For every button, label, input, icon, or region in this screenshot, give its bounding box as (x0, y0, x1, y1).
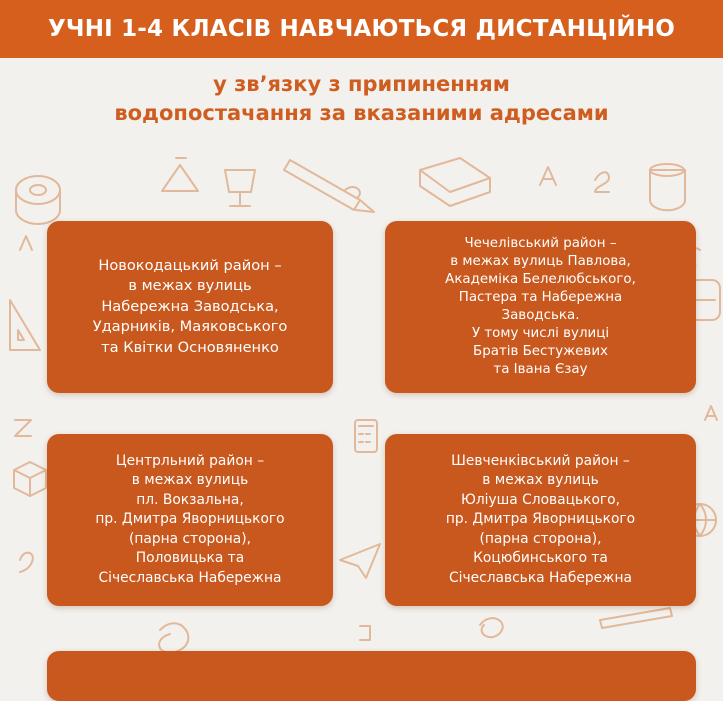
card-line: Ударників, Маяковського (92, 318, 288, 336)
tape-roll-doodle (16, 176, 60, 224)
card-line: пр. Дмитра Яворницького (95, 511, 285, 528)
card-line: Січеславська Набережна (449, 569, 632, 586)
card-line: Січеславська Набережна (98, 569, 282, 586)
subtitle-line: водопостачання за вказаними адресами (114, 101, 609, 125)
card-line: в межах вулиць (482, 472, 599, 489)
card-line: Заводська. (501, 308, 580, 323)
card-line: Коцюбинського та (473, 550, 608, 567)
district-card-shevchenkivskyi (385, 434, 696, 606)
card-line: та Івана Єзау (493, 362, 588, 377)
card-line: в межах вулиць Павлова, (450, 254, 631, 269)
card-line: Набережна Заводська, (101, 297, 279, 315)
card-line: Братів Бестужевих (473, 344, 608, 359)
cup-doodle (650, 164, 685, 210)
card-line: та Квітки Основяненко (101, 338, 279, 356)
pencil-doodle (284, 160, 374, 212)
header-banner (0, 0, 723, 58)
card-line: (парна сторона), (129, 530, 251, 547)
card-line: в межах вулиць (128, 277, 252, 295)
card-line: Пастера та Набережна (458, 290, 623, 305)
card-line: Новокодацький район – (98, 256, 282, 274)
card-line: пр. Дмитра Яворницького (445, 511, 636, 528)
card-line: Половицька та (135, 550, 245, 567)
pen-doodle (600, 608, 672, 628)
flask-doodle (162, 158, 198, 191)
district-card-partial (47, 651, 696, 701)
cube-doodle (14, 462, 46, 496)
paper-plane-doodle (340, 544, 380, 578)
district-card-novokodatskyi (47, 221, 333, 393)
card-line: пл. Вокзальна, (136, 491, 244, 508)
card-line: У тому числі вулиці (471, 326, 610, 341)
card-line: Шевченківський район – (451, 452, 630, 469)
book-doodle (420, 158, 490, 206)
card-line: Академіка Белелюбського, (445, 272, 636, 287)
page-title: УЧНІ 1-4 КЛАСІВ НАВЧАЮТЬСЯ ДИСТАНЦІЙНО (47, 16, 676, 42)
triangle-ruler-doodle (10, 300, 40, 350)
subtitle-line: у зв’язку з припиненням (213, 72, 510, 96)
card-line: (парна сторона), (479, 530, 602, 547)
card-line: Юліуша Словацького, (460, 491, 620, 508)
card-line: Чечелівський район – (464, 236, 617, 251)
district-card-chechelivskyi (385, 221, 696, 393)
calculator-doodle (355, 420, 377, 452)
district-card-tsentralnyi (47, 434, 333, 606)
card-line: Центрльний район – (115, 452, 265, 469)
card-line: в межах вулиць (131, 472, 249, 489)
subtitle (0, 70, 723, 128)
trophy-doodle (225, 170, 255, 206)
